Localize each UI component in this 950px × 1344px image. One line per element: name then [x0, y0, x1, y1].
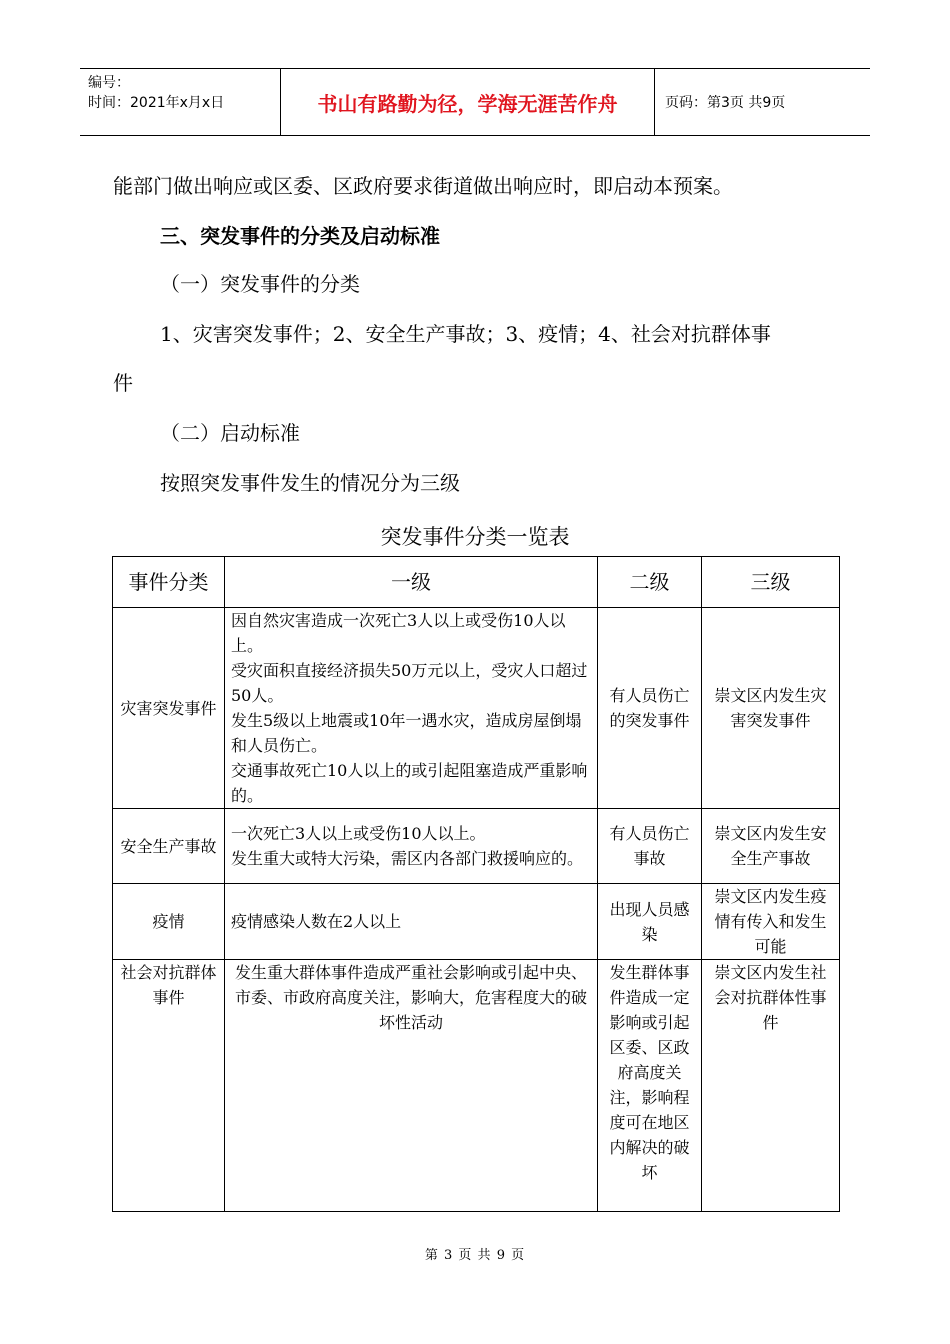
row-level3: 崇文区内发生疫情有传入和发生可能	[702, 884, 840, 960]
level1-criterion: 发生重大群体事件造成严重社会影响或引起中央、市委、市政府高度关注，影响大，危害程度大的破坏性活动	[234, 963, 587, 1032]
subsection-1-title: （一）突发事件的分类	[160, 272, 360, 296]
row-level2: 有人员伤亡的突发事件	[598, 608, 702, 809]
row-level1	[225, 608, 598, 809]
subsection-2-title: （二）启动标准	[160, 421, 300, 445]
header-category: 事件分类	[113, 557, 225, 608]
level1-criterion: 受灾面积直接经济损失50万元以上，受灾人口超过50人。	[231, 661, 588, 705]
categories-line-tail: 件	[113, 371, 133, 395]
header-level1: 一级	[225, 557, 598, 608]
row-category: 疫情	[113, 884, 225, 960]
document-header	[80, 68, 870, 136]
page-footer: 第 3 页 共 9 页	[424, 1248, 526, 1263]
event-classification-table	[112, 556, 840, 1212]
categories-line: 1、灾害突发事件；2、安全生产事故；3、疫情；4、社会对抗群体事	[160, 322, 771, 346]
row-level1	[225, 809, 598, 884]
row-level1	[225, 960, 598, 1212]
header-level2: 二级	[598, 557, 702, 608]
header-level3: 三级	[702, 557, 840, 608]
row-level2: 有人员伤亡事故	[598, 809, 702, 884]
time-label: 时间：2021年x月x日	[88, 95, 225, 111]
header-page-code: 页码：第3页 共9页	[665, 95, 786, 111]
row-level3: 崇文区内发生灾害突发事件	[702, 608, 840, 809]
row-level2: 出现人员感染	[598, 884, 702, 960]
level1-criterion: 因自然灾害造成一次死亡3人以上或受伤10人以上。	[231, 611, 566, 655]
number-label: 编号：	[88, 75, 130, 91]
row-level1	[225, 884, 598, 960]
table-row	[113, 960, 840, 1212]
table-title: 突发事件分类一览表	[380, 525, 570, 549]
table-row	[113, 608, 840, 809]
level1-criterion: 交通事故死亡10人以上的或引起阻塞造成严重影响的。	[231, 761, 588, 805]
row-level3: 崇文区内发生社会对抗群体性事件	[702, 960, 840, 1212]
row-category: 安全生产事故	[113, 809, 225, 884]
grading-intro: 按照突发事件发生的情况分为三级	[160, 471, 460, 495]
row-category: 社会对抗群体事件	[113, 960, 225, 1212]
section-3-title: 三、突发事件的分类及启动标准	[160, 224, 440, 248]
level1-criterion: 一次死亡3人以上或受伤10人以上。	[231, 824, 486, 843]
header-meta	[80, 69, 281, 135]
paragraph-continuation: 能部门做出响应或区委、区政府要求街道做出响应时，即启动本预案。	[113, 174, 733, 198]
table-header-row	[113, 557, 840, 608]
table-row	[113, 809, 840, 884]
level1-criterion: 发生重大或特大污染，需区内各部门救援响应的。	[231, 849, 584, 868]
row-level2: 发生群体事件造成一定影响或引起区委、区政府高度关注，影响程度可在地区内解决的破坏	[598, 960, 702, 1212]
row-category: 灾害突发事件	[113, 608, 225, 809]
level1-criterion: 发生5级以上地震或10年一遇水灾，造成房屋倒塌和人员伤亡。	[231, 711, 582, 755]
header-motto: 书山有路勤为径，学海无涯苦作舟	[281, 69, 655, 135]
row-level3: 崇文区内发生安全生产事故	[702, 809, 840, 884]
level1-criterion: 疫情感染人数在2人以上	[231, 912, 402, 931]
table-row	[113, 884, 840, 960]
